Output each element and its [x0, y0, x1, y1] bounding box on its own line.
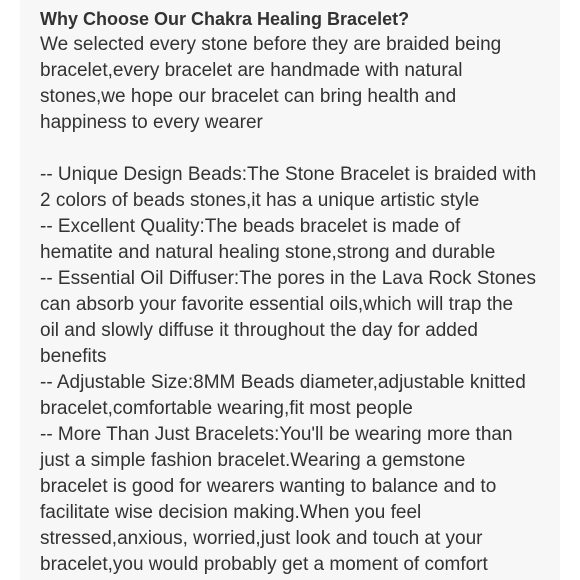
feature-line: facilitate wise decision making.When you feel [40, 502, 422, 523]
feature-line: -- Excellent Quality:The beads bracelet is made of [40, 216, 461, 237]
feature-line: -- Adjustable Size:8MM Beads diameter,adjustable knitted [40, 372, 526, 393]
feature-line: bracelet,comfortable wearing,fit most people [40, 398, 413, 419]
feature-line: -- Essential Oil Diffuser:The pores in the Lava Rock Stones [40, 268, 536, 289]
feature-line: benefits [40, 346, 107, 367]
feature-list [40, 162, 556, 578]
feature-line: -- Unique Design Beads:The Stone Bracelet is braided with [40, 164, 537, 185]
feature-line: just a simple fashion bracelet.Wearing a gemstone [40, 450, 466, 471]
feature-line: bracelet,you would probably get a moment of comfort [40, 554, 488, 575]
paragraph-spacer [40, 136, 556, 162]
feature-line: stressed,anxious, worried,just look and touch at your [40, 528, 483, 549]
feature-line: -- More Than Just Bracelets:You'll be wearing more than [40, 424, 513, 445]
feature-line: can absorb your favorite essential oils,which will trap the [40, 294, 514, 315]
feature-line: bracelet is good for wearers wanting to balance and to [40, 476, 497, 497]
feature-line: 2 colors of beads stones,it has a unique artistic style [40, 190, 480, 211]
intro-line: stones,we hope our bracelet can bring health and [40, 86, 457, 107]
intro-line: bracelet,every bracelet are handmade with natural [40, 60, 463, 81]
description-content [40, 6, 556, 578]
description-heading: Why Choose Our Chakra Healing Bracelet? [40, 9, 410, 29]
description-panel [20, 0, 560, 580]
feature-line: oil and slowly diffuse it throughout the day for added [40, 320, 478, 341]
feature-line: hematite and natural healing stone,strong and durable [40, 242, 496, 263]
intro-line: We selected every stone before they are braided being [40, 34, 502, 55]
intro-paragraph [40, 32, 556, 136]
intro-line: happiness to every wearer [40, 112, 263, 133]
